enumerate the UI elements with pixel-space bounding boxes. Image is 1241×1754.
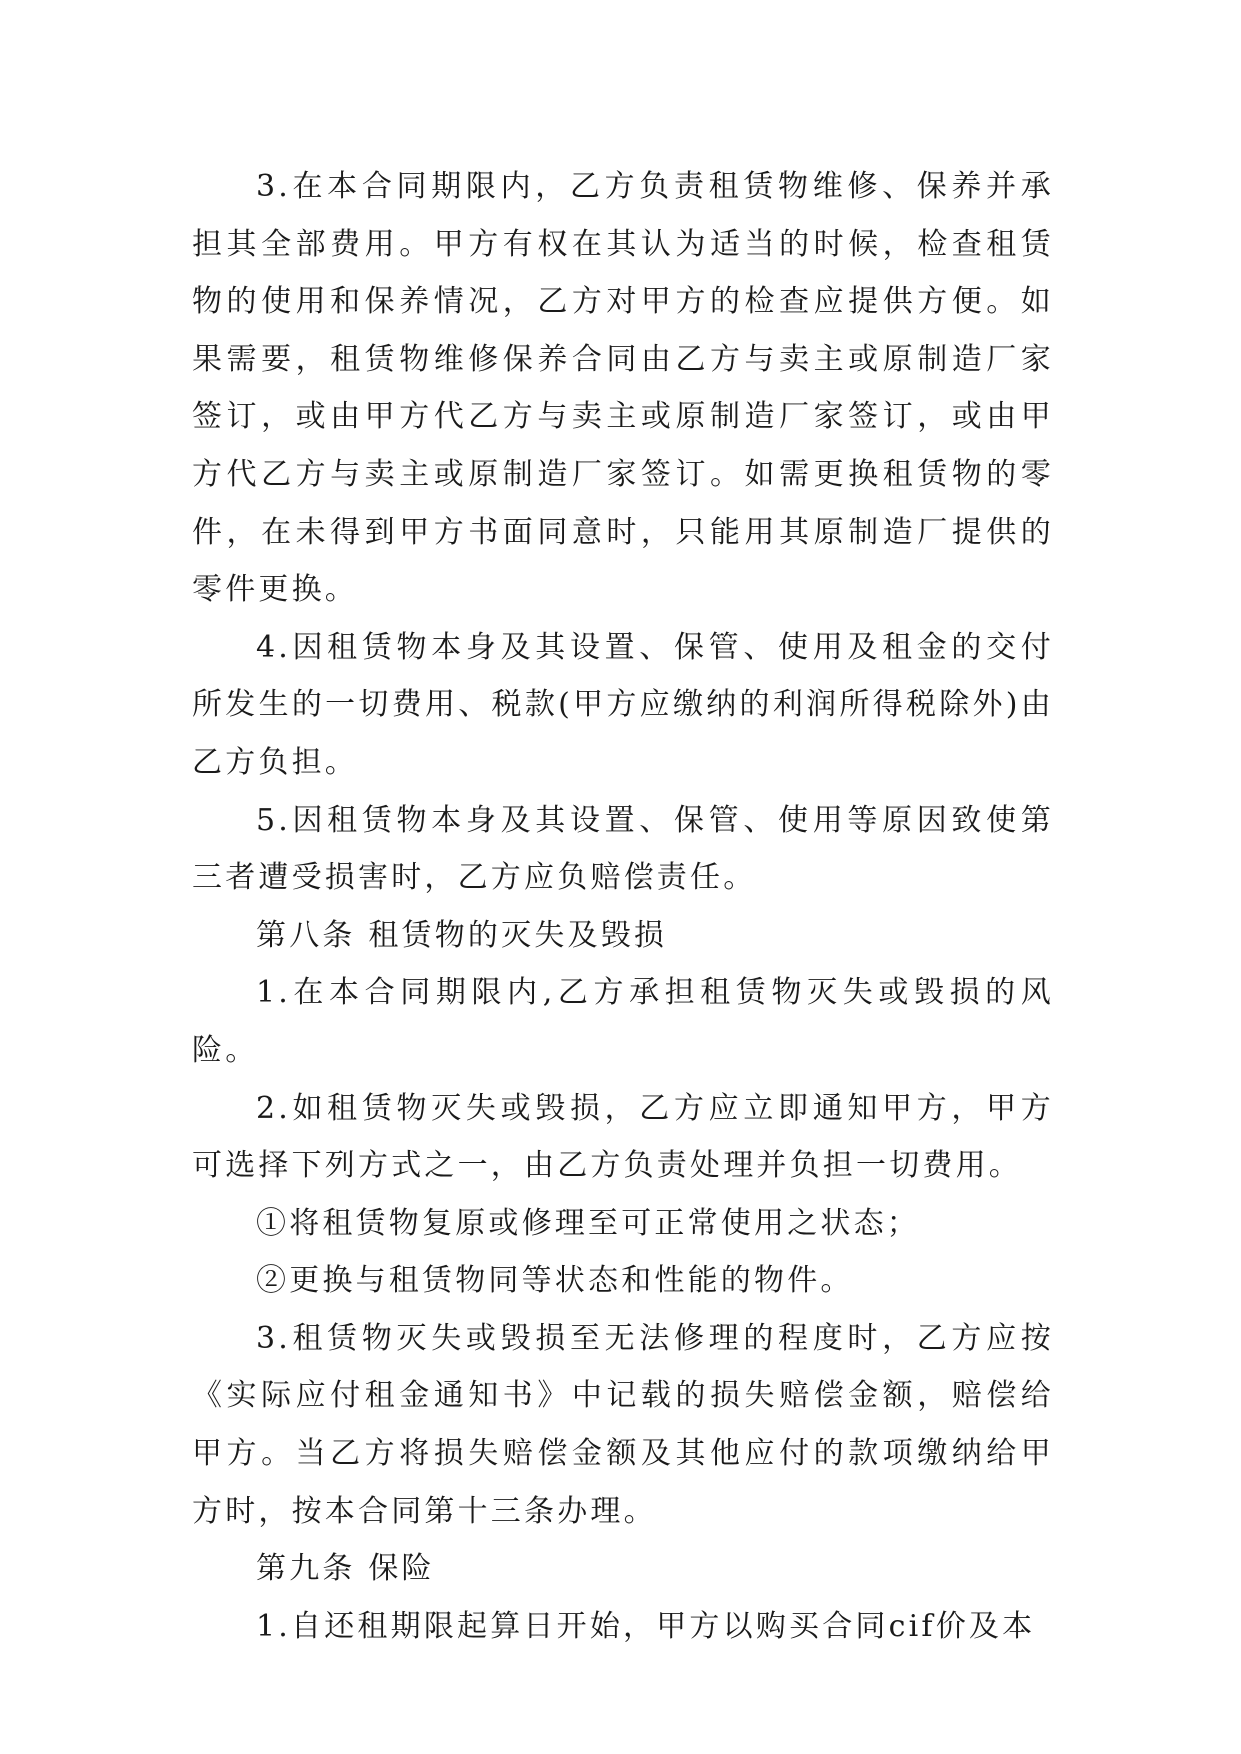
clause-8-item-2: 2.如租赁物灭失或毁损，乙方应立即通知甲方，甲方可选择下列方式之一，由乙方负责处理并负担一切费用。 <box>192 1090 1054 1184</box>
clause-9-item-1: 1.自还租期限起算日开始，甲方以购买合同cif价及本 <box>256 1608 1036 1644</box>
clause-7-item-5: 5.因租赁物本身及其设置、保管、使用等原因致使第三者遭受损害时，乙方应负赔偿责任。 <box>192 802 1054 896</box>
clause-8-item-1: 1.在本合同期限内,乙方承担租赁物灭失或毁损的风险。 <box>192 975 1054 1068</box>
clause-8-option-1: ①将租赁物复原或修理至可正常使用之状态； <box>256 1205 920 1241</box>
article-9-heading: 第九条 保险 <box>256 1551 435 1587</box>
clause-7-item-4: 4.因租赁物本身及其设置、保管、使用及租金的交付所发生的一切费用、税款(甲方应缴纳的利润所得税除外)由乙方负担。 <box>192 629 1054 780</box>
clause-8-option-2: ②更换与租赁物同等状态和性能的物件。 <box>256 1263 854 1299</box>
document-body <box>192 158 1054 1655</box>
clause-8-item-3: 3.租赁物灭失或毁损至无法修理的程度时，乙方应按《实际应付租金通知书》中记载的损失赔偿金额，赔偿给甲方。当乙方将损失赔偿金额及其他应付的款项缴纳给甲方时，按本合同第十三条办理。 <box>192 1320 1054 1529</box>
article-8-heading: 第八条 租赁物的灭失及毁损 <box>256 917 668 953</box>
clause-7-item-3: 3.在本合同期限内，乙方负责租赁物维修、保养并承担其全部费用。甲方有权在其认为适当的时候，检查租赁物的使用和保养情况，乙方对甲方的检查应提供方便。如果需要，租赁物维修保养合同由乙方与卖主或原制造厂家签订，或由甲方代乙方与卖主或原制造厂家签订，或由甲方代乙方与卖主或原制造厂家签订。如需更换租赁物的零件，在未得到甲方书面同意时，只能用其原制造厂提供的零件更换。 <box>192 169 1054 608</box>
